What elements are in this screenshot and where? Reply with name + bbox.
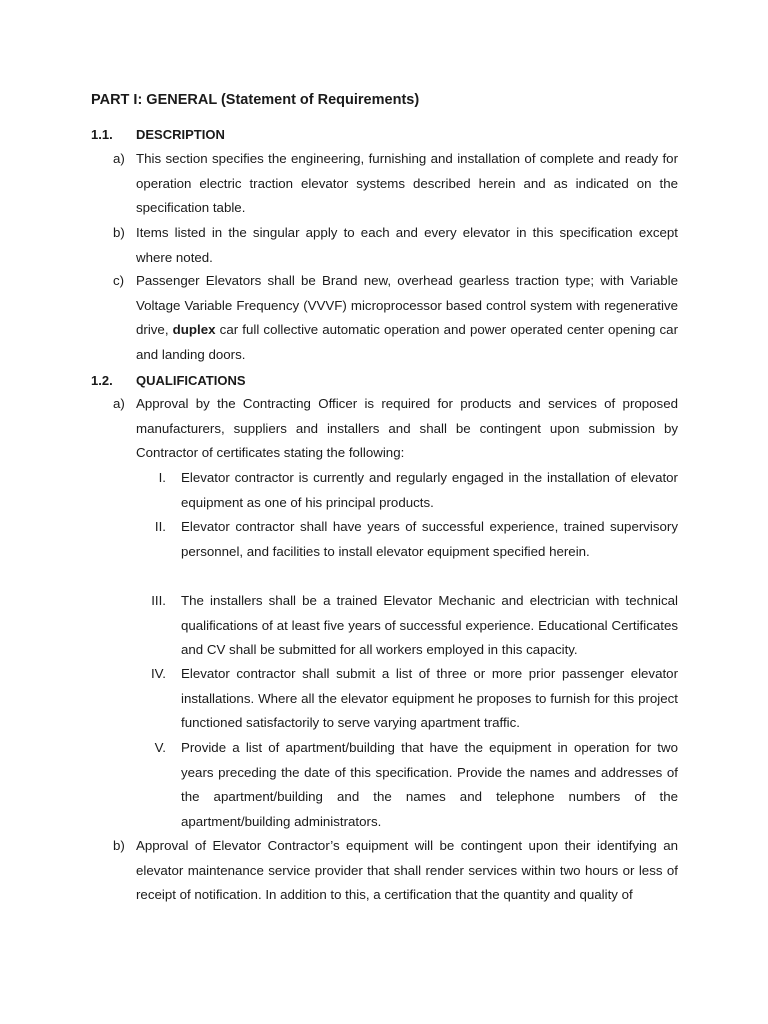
qualifications-subitem-2 bbox=[140, 515, 678, 564]
item-text-part: Passenger Elevators shall be Brand new, overhead gearless traction type; with Variable Voltage Variable Frequency (VVVF) microprocessor based control system with regenerative drive, bbox=[136, 273, 678, 338]
qualifications-item-b bbox=[113, 834, 678, 908]
item-text bbox=[136, 269, 678, 367]
item-marker: a) bbox=[113, 151, 125, 166]
subitem-text: Elevator contractor is currently and regularly engaged in the installation of elevator equipment as one of his principal products. bbox=[181, 470, 678, 510]
subitem-marker: IV. bbox=[150, 666, 166, 681]
qualifications-subitem-5 bbox=[140, 736, 678, 834]
page-title: PART I: GENERAL (Statement of Requirements) bbox=[91, 92, 420, 108]
item-text-part: car full collective automatic operation and power operated center opening car and landing doors. bbox=[136, 322, 678, 362]
subitem-text: Elevator contractor shall have years of successful experience, trained supervisory personnel, and facilities to install elevator equipment specified herein. bbox=[181, 519, 678, 559]
section-number: 1.2. bbox=[91, 373, 113, 388]
subitem-text: Elevator contractor shall submit a list of three or more prior passenger elevator installations. Where all the elevator equipment he proposes to furnish for this project functioned satisfactorily to serve varying apartment traffic. bbox=[181, 666, 678, 731]
qualifications-subitem-1 bbox=[140, 466, 678, 515]
subitem-marker: I. bbox=[158, 470, 166, 485]
qualifications-subitem-4 bbox=[140, 662, 678, 736]
section-heading-description bbox=[91, 127, 225, 142]
item-text: Items listed in the singular apply to each and every elevator in this specification except where noted. bbox=[136, 225, 678, 265]
section-title: QUALIFICATIONS bbox=[136, 373, 246, 388]
subitem-text: The installers shall be a trained Elevator Mechanic and electrician with technical qualifications of at least five years of successful experience. Educational Certificates and CV shall be submitted for all workers employed in this capacity. bbox=[181, 593, 678, 658]
item-text: Approval by the Contracting Officer is required for products and services of proposed manufacturers, suppliers and installers and shall be contingent upon submission by Contractor of certificates stating the following: bbox=[136, 396, 678, 461]
item-bold-term: duplex bbox=[172, 322, 216, 338]
subitem-marker: II. bbox=[154, 519, 166, 534]
section-title: DESCRIPTION bbox=[136, 127, 225, 142]
qualifications-subitem-3 bbox=[140, 589, 678, 663]
item-marker: a) bbox=[113, 396, 125, 411]
item-text: Approval of Elevator Contractor’s equipment will be contingent upon their identifying an elevator maintenance service provider that shall render services within two hours or less of receipt of notification. In addition to this, a certification that the quantity and quality of bbox=[136, 838, 678, 903]
item-marker: c) bbox=[113, 273, 125, 288]
subitem-marker: III. bbox=[151, 593, 166, 608]
item-marker: b) bbox=[113, 225, 125, 240]
qualifications-item-a bbox=[113, 392, 678, 466]
description-item-b bbox=[113, 221, 678, 270]
description-item-c bbox=[113, 269, 678, 367]
item-marker: b) bbox=[113, 838, 125, 853]
subitem-marker: V. bbox=[154, 740, 166, 755]
subitem-text: Provide a list of apartment/building that have the equipment in operation for two years preceding the date of this specification. Provide the names and addresses of the apartment/building and the names and telephone numbers of the apartment/building administrators. bbox=[181, 740, 678, 829]
section-number: 1.1. bbox=[91, 127, 113, 142]
description-item-a bbox=[113, 147, 678, 221]
item-text: This section specifies the engineering, furnishing and installation of complete and ready for operation electric traction elevator systems described herein and as indicated on the specification table. bbox=[136, 151, 678, 216]
section-heading-qualifications bbox=[91, 373, 246, 388]
